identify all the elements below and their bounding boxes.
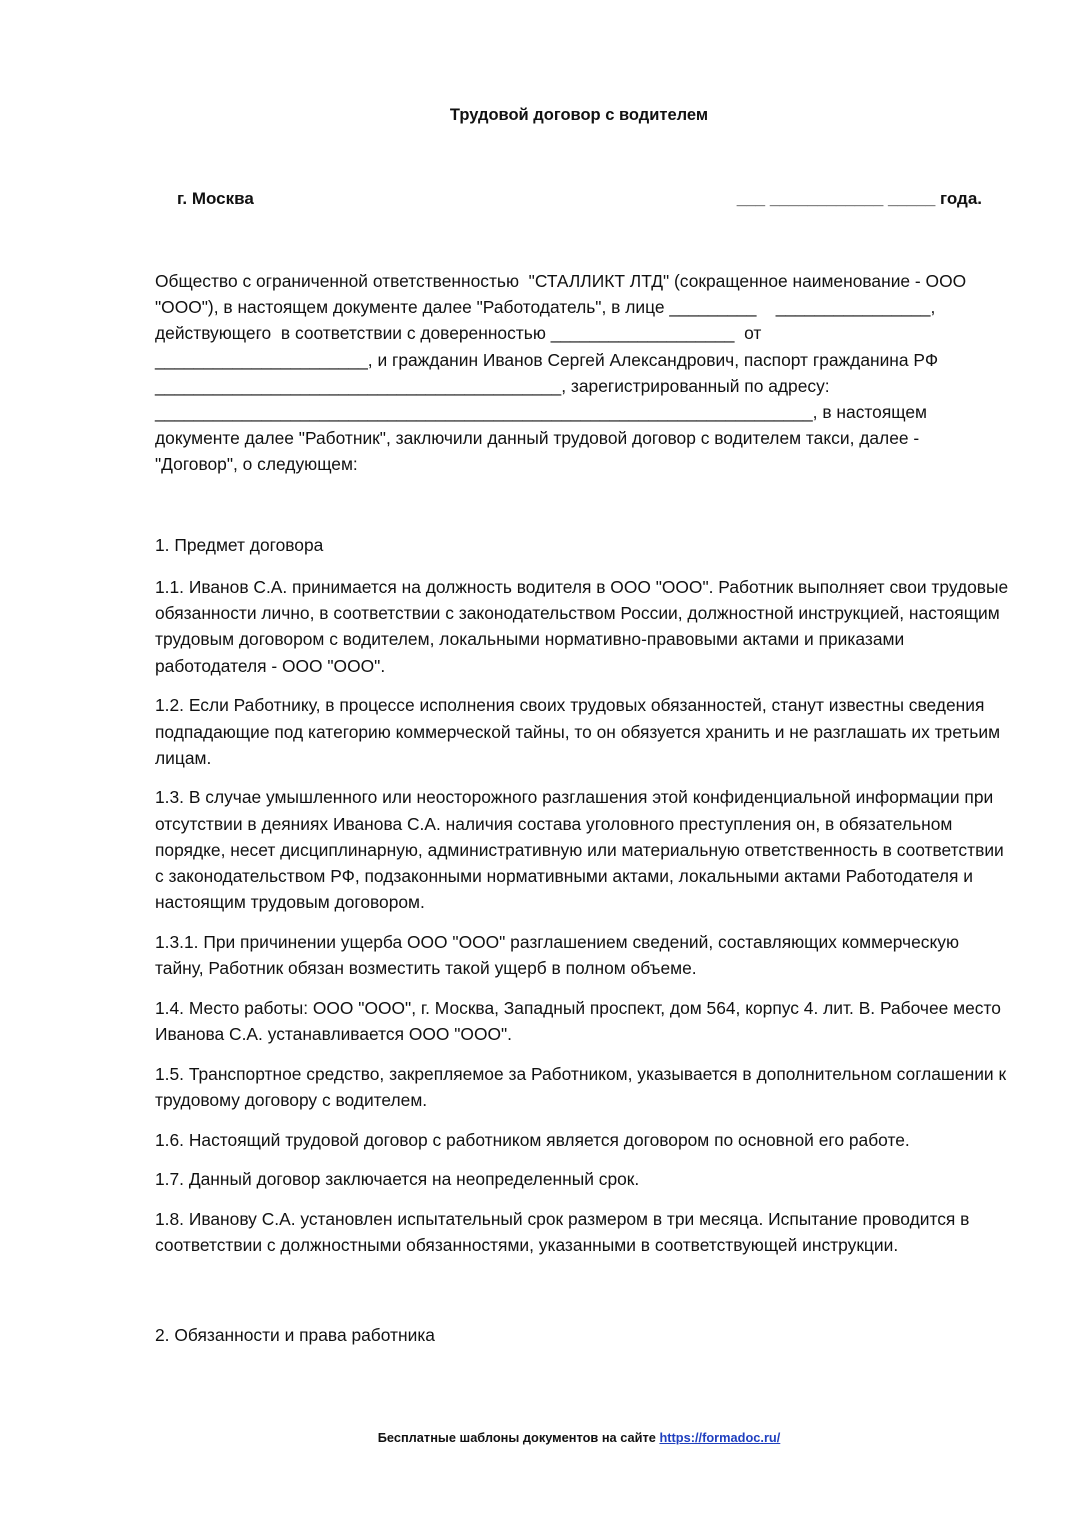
clause-1-5: 1.5. Транспортное средство, закрепляемое за Работником, указывается в дополнительном соглашении к трудовому договору с водителем. [155, 1063, 1007, 1110]
clause-1-6: 1.6. Настоящий трудовой договор с работником является договором по основной его работе. [155, 1129, 910, 1150]
clause-1-2: 1.2. Если Работнику, в процессе исполнения своих трудовых обязанностей, станут известны сведения подпадающие под категорию коммерческой тайны, то он обязуется хранить и не разглашать их третьим лицам. [155, 695, 1001, 768]
intro-line: Общество с ограниченной ответственностью "СТАЛЛИКТ ЛТД" (сокращенное наименование - ООО [155, 271, 967, 291]
section-heading-2: 2. Обязанности и права работника [155, 1325, 435, 1345]
clause-1-8: 1.8. Иванову С.А. установлен испытательный срок размером в три месяца. Испытание проводится в соответствии с должностными обязанностями, указанными в соответствующей инструкции. [155, 1209, 970, 1256]
intro-line: "Договор", о следующем: [155, 454, 358, 475]
footer-text: Бесплатные шаблоны документов на сайте [377, 1430, 660, 1445]
intro-paragraph [155, 268, 1010, 478]
intro-line: ______________________, и гражданин Иванов Сергей Александрович, паспорт гражданина РФ [155, 349, 939, 370]
clause-1-4: 1.4. Место работы: ООО "ООО", г. Москва, Западный проспект, дом 564, корпус 4. лит. В. Рабочее место Иванова С.А. устанавливается ООО "ООО". [155, 997, 1001, 1045]
document-title: Трудовой договор с водителем [449, 106, 709, 124]
intro-line: действующего в соответствии с доверенностью ___________________ от [155, 323, 762, 344]
clause-1-3: 1.3. В случае умышленного или неосторожного разглашения этой конфиденциальной информации при отсутствии в деяниях Иванова С.А. наличия состава уголовного преступления он, в обязательном порядке, несет дисциплинарную, административную или материальную ответственность в соответствии с законодательством РФ, подзаконными нормативными актами, локальными актами Работодателя и настоящим трудовым договором. [155, 787, 1004, 913]
date-line: ___ ____________ _____ года. [736, 189, 982, 208]
footer-link[interactable]: https://formadoc.ru/ [659, 1430, 781, 1445]
intro-line: документе далее "Работник", заключили данный трудовой договор с водителем такси, далее - [155, 428, 920, 449]
city-label: г. Москва [177, 189, 254, 208]
footer [0, 1430, 1080, 1445]
clause-1-3-1: 1.3.1. При причинении ущерба ООО "ООО" разглашением сведений, составляющих коммерческую тайну, Работник обязан возместить такой ущерб в полном объеме. [155, 931, 960, 979]
clauses-list [155, 574, 1010, 1272]
clause-1-1: 1.1. Иванов С.А. принимается на должность водителя в ООО "ООО". Работник выполняет свои трудовые обязанности лично, в соответствии с законодательством России, должностной инструкцией, настоящим трудовым договором с водителем, локальными нормативно-правовыми актами и приказами работодателя - ООО "ООО". [155, 577, 1009, 676]
intro-line: __________________________________________, зарегистрированный по адресу: [155, 375, 830, 396]
section-heading-1: 1. Предмет договора [155, 535, 324, 555]
intro-line: ____________________________________________________________________, в настоящем [155, 402, 927, 423]
intro-line: "ООО"), в настоящем документе далее "Работодатель", в лице _________ ________________, [155, 297, 936, 318]
clause-1-7: 1.7. Данный договор заключается на неопределенный срок. [155, 1169, 640, 1190]
